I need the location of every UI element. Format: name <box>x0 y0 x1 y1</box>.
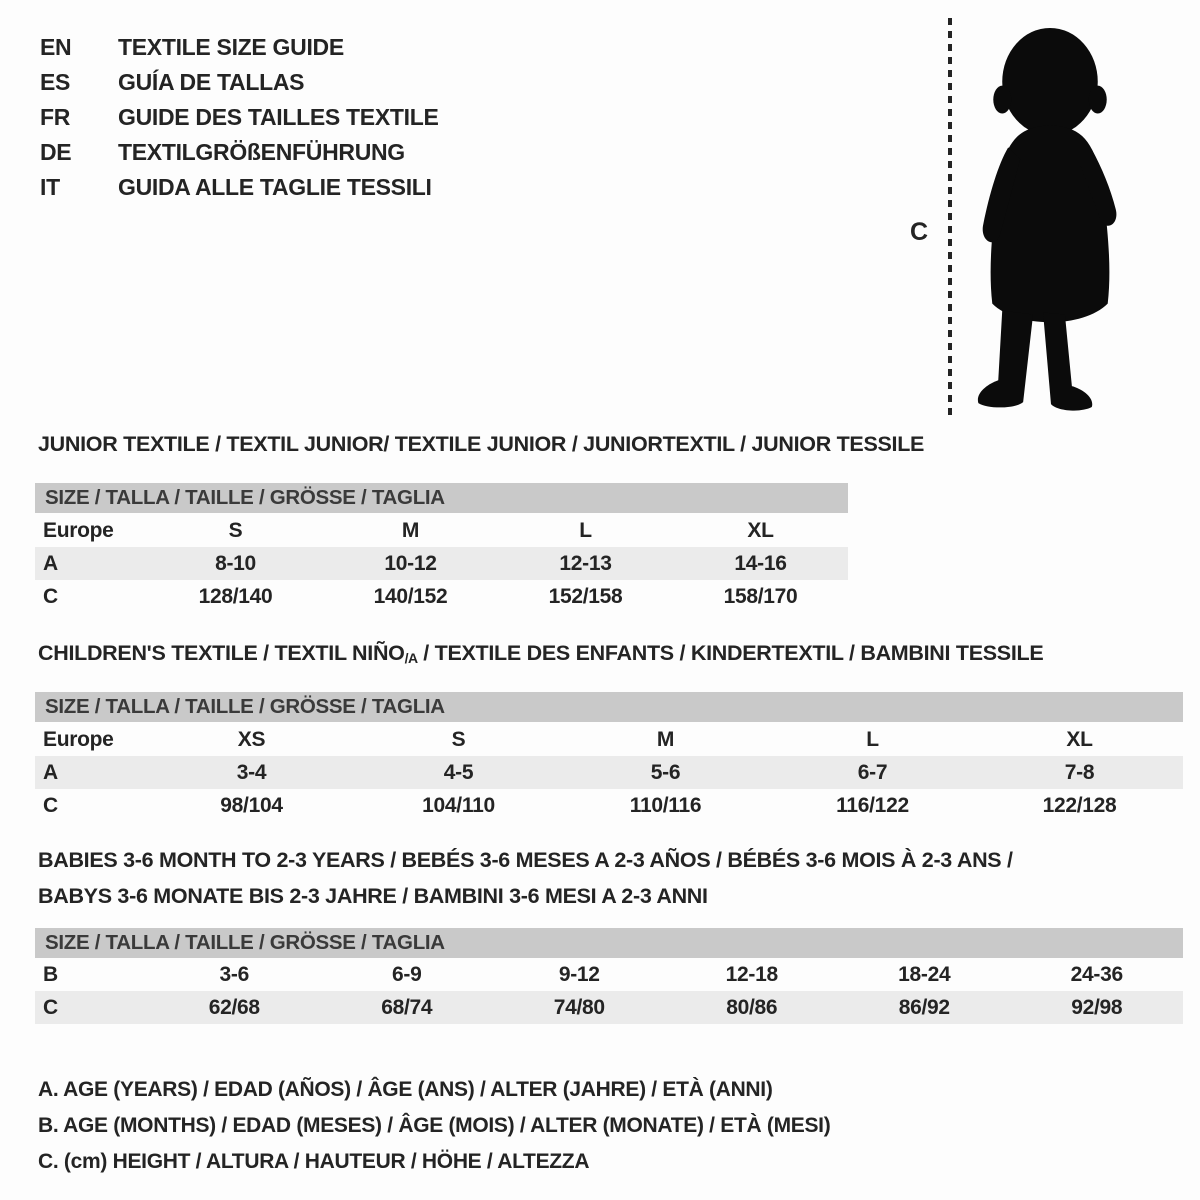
table-cell: 3-6 <box>219 963 249 986</box>
legend <box>38 1072 830 1180</box>
language-label: TEXTILGRÖßENFÜHRUNG <box>118 139 405 165</box>
table-cell: 140/152 <box>373 585 448 608</box>
table-cell: 104/110 <box>422 794 495 817</box>
table-cell: 110/116 <box>629 794 702 817</box>
table-row <box>35 789 1183 822</box>
table-cell: 62/68 <box>208 996 260 1019</box>
table-cell: 10-12 <box>384 552 437 575</box>
table-cell: 122/128 <box>1042 794 1117 817</box>
table-cell: 7-8 <box>1064 761 1095 784</box>
row-label-cell: C <box>43 794 58 817</box>
babies-title-line2: BABYS 3-6 MONATE BIS 2-3 JAHRE / BAMBINI 3-6 MESI A 2-3 ANNI <box>38 884 708 908</box>
table-row <box>35 991 1183 1024</box>
language-code: FR <box>40 104 71 130</box>
section-title-junior: JUNIOR TEXTILE / TEXTIL JUNIOR/ TEXTILE JUNIOR / JUNIORTEXTIL / JUNIOR TESSILE <box>38 432 925 456</box>
table-cell: 12-18 <box>725 963 778 986</box>
section-title-children <box>38 641 1043 666</box>
language-code: ES <box>40 69 71 95</box>
table-cell: 158/170 <box>723 585 798 608</box>
table-cell: 152/158 <box>548 585 623 608</box>
column-header-cell: M <box>401 519 420 542</box>
legend-line-b: B. AGE (MONTHS) / EDAD (MESES) / ÂGE (MOIS) / ALTER (MONATE) / ETÀ (MESI) <box>38 1114 831 1137</box>
column-header-cell: XS <box>237 728 266 751</box>
language-row <box>40 170 439 205</box>
language-code: DE <box>40 139 72 165</box>
table-header-row <box>35 722 1183 756</box>
language-row <box>40 65 439 100</box>
size-table-children <box>35 692 1183 822</box>
table-row <box>35 756 1183 789</box>
column-header-cell: Europe <box>43 519 114 542</box>
row-label-cell: C <box>43 996 58 1019</box>
table-cell: 9-12 <box>558 963 600 986</box>
table-cell: 5-6 <box>650 761 681 784</box>
column-header-cell: L <box>579 519 592 542</box>
column-header-cell: M <box>656 728 675 751</box>
row-label-cell: B <box>43 963 58 986</box>
legend-line-c: C. (cm) HEIGHT / ALTURA / HAUTEUR / HÖHE / ALTEZZA <box>38 1150 590 1173</box>
table-cell: 74/80 <box>553 996 605 1019</box>
language-list <box>40 30 439 205</box>
babies-title-line1: BABIES 3-6 MONTH TO 2-3 YEARS / BEBÉS 3-6 MESES A 2-3 AÑOS / BÉBÉS 3-6 MOIS À 2-3 ANS / <box>38 848 1013 872</box>
table-cell: 98/104 <box>220 794 283 817</box>
baby-silhouette-image <box>962 20 1138 418</box>
table-cell: 116/122 <box>836 794 909 817</box>
column-header-cell: S <box>451 728 466 751</box>
size-table-junior <box>35 483 848 613</box>
table-cell: 68/74 <box>381 996 433 1019</box>
children-title-before: CHILDREN'S TEXTILE / TEXTIL NIÑO <box>38 641 405 665</box>
table-cell: 4-5 <box>443 761 474 784</box>
table-cell: 18-24 <box>898 963 951 986</box>
column-header-cell: XL <box>747 519 774 542</box>
language-label: TEXTILE SIZE GUIDE <box>118 34 344 60</box>
table-row <box>35 958 1183 991</box>
children-title-after: / TEXTILE DES ENFANTS / KINDERTEXTIL / BAMBINI TESSILE <box>417 641 1044 665</box>
language-code: IT <box>40 174 60 200</box>
legend-line-a: A. AGE (YEARS) / EDAD (AÑOS) / ÂGE (ANS) / ALTER (JAHRE) / ETÀ (ANNI) <box>38 1078 773 1101</box>
column-header-cell: S <box>228 519 243 542</box>
table-row <box>35 547 848 580</box>
table-cell: 92/98 <box>1071 996 1123 1019</box>
language-row <box>40 100 439 135</box>
language-row <box>40 30 439 65</box>
table-cell: 86/92 <box>898 996 950 1019</box>
language-label: GUIDE DES TAILLES TEXTILE <box>118 104 439 130</box>
size-header-bar: SIZE / TALLA / TAILLE / GRÖSSE / TAGLIA <box>35 692 1183 722</box>
language-code: EN <box>40 34 72 60</box>
row-label-cell: A <box>43 552 58 575</box>
table-cell: 128/140 <box>198 585 273 608</box>
row-label-cell: A <box>43 761 58 784</box>
language-label: GUIDA ALLE TAGLIE TESSILI <box>118 174 432 200</box>
column-header-cell: XL <box>1066 728 1093 751</box>
table-cell: 12-13 <box>559 552 612 575</box>
column-header-cell: Europe <box>43 728 114 751</box>
size-header-bar: SIZE / TALLA / TAILLE / GRÖSSE / TAGLIA <box>35 483 848 513</box>
row-label-cell: C <box>43 585 58 608</box>
language-row <box>40 135 439 170</box>
table-cell: 80/86 <box>726 996 778 1019</box>
table-cell: 6-7 <box>857 761 888 784</box>
size-table-babies <box>35 928 1183 1024</box>
table-header-row <box>35 513 848 547</box>
size-header-bar: SIZE / TALLA / TAILLE / GRÖSSE / TAGLIA <box>35 928 1183 958</box>
children-title-sub: /A <box>404 650 418 666</box>
table-cell: 24-36 <box>1070 963 1123 986</box>
language-label: GUÍA DE TALLAS <box>118 69 305 95</box>
height-measure-dashed-line <box>948 18 952 416</box>
table-cell: 8-10 <box>215 552 256 575</box>
section-title-babies <box>38 842 1013 914</box>
table-row <box>35 580 848 613</box>
column-header-cell: L <box>866 728 879 751</box>
table-cell: 6-9 <box>392 963 422 986</box>
table-cell: 3-4 <box>236 761 267 784</box>
table-cell: 14-16 <box>734 552 787 575</box>
height-measure-label: C <box>910 218 928 246</box>
